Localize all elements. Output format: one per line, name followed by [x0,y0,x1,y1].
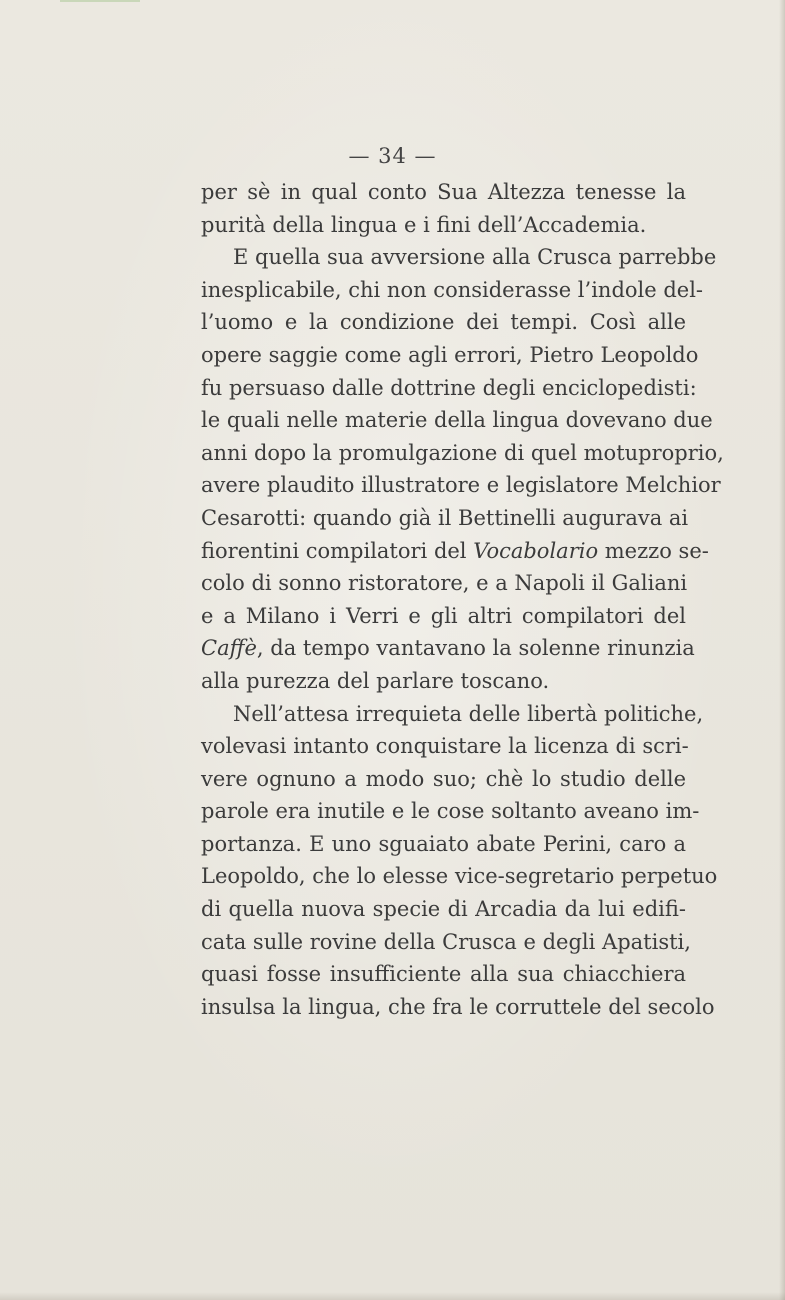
text-line: fu persuaso dalle dottrine degli enciclopedisti: [201,375,697,400]
text-line: E quella sua avversione alla Crusca parrebbe [233,245,717,270]
text-line: avere plaudito illustratore e legislatore Melchior [201,473,721,498]
text-line: purità della lingua e i fini dell’Accademia. [201,212,647,237]
italic-title: Vocabolario [473,538,599,563]
italic-title: Caffè [201,636,257,661]
text-line: inesplicabile, chi non considerasse l’indole del- [201,277,704,302]
text-line: volevasi intanto conquistare la licenza di scri- [201,734,689,759]
page-number: — 34 — [348,144,437,168]
text-line: le quali nelle materie della lingua dovevano due [201,408,713,433]
text-line: opere saggie come agli errori, Pietro Leopoldo [201,342,699,367]
text-line: quasi fosse insufficiente alla sua chiacchiera [201,962,686,987]
text-line: per sè in qual conto Sua Altezza tenesse la [201,180,686,204]
body-text [201,176,724,1023]
text-line [201,632,695,665]
text-line: colo di sonno ristoratore, e a Napoli il Galiani [201,571,688,596]
paper-mark [60,0,140,2]
text-line: cata sulle rovine della Crusca e degli Apatisti, [201,929,691,954]
text-line: portanza. E uno sguaiato abate Perini, caro a [201,831,686,856]
text-line: Cesarotti: quando già il Bettinelli augurava ai [201,505,689,530]
text-line: l’uomo e la condizione dei tempi. Così alle [201,310,686,335]
text-line: Nell’attesa irrequieta delle libertà politiche, [233,701,704,726]
text-line: alla purezza del parlare toscano. [201,668,550,693]
text-line: parole era inutile e le cose soltanto aveano im- [201,799,700,824]
page-edge-right [779,0,785,1300]
text-line: vere ognuno a modo suo; chè lo studio delle [201,766,686,791]
text-segment: fiorentini compilatori del [201,538,474,563]
text-segment: mezzo se- [598,538,709,563]
text-line [201,535,709,568]
text-line: di quella nuova specie di Arcadia da lui edifi- [201,897,686,922]
text-segment: , da tempo vantavano la solenne rinunzia [256,636,695,661]
text-line: insulsa la lingua, che fra le corruttele del secolo [201,994,715,1019]
page-edge-bottom [0,1292,785,1300]
text-line: Leopoldo, che lo elesse vice-segretario perpetuo [201,864,718,889]
text-line: anni dopo la promulgazione di quel motuproprio, [201,440,724,465]
text-line: e a Milano i Verri e gli altri compilatori del [201,603,686,628]
